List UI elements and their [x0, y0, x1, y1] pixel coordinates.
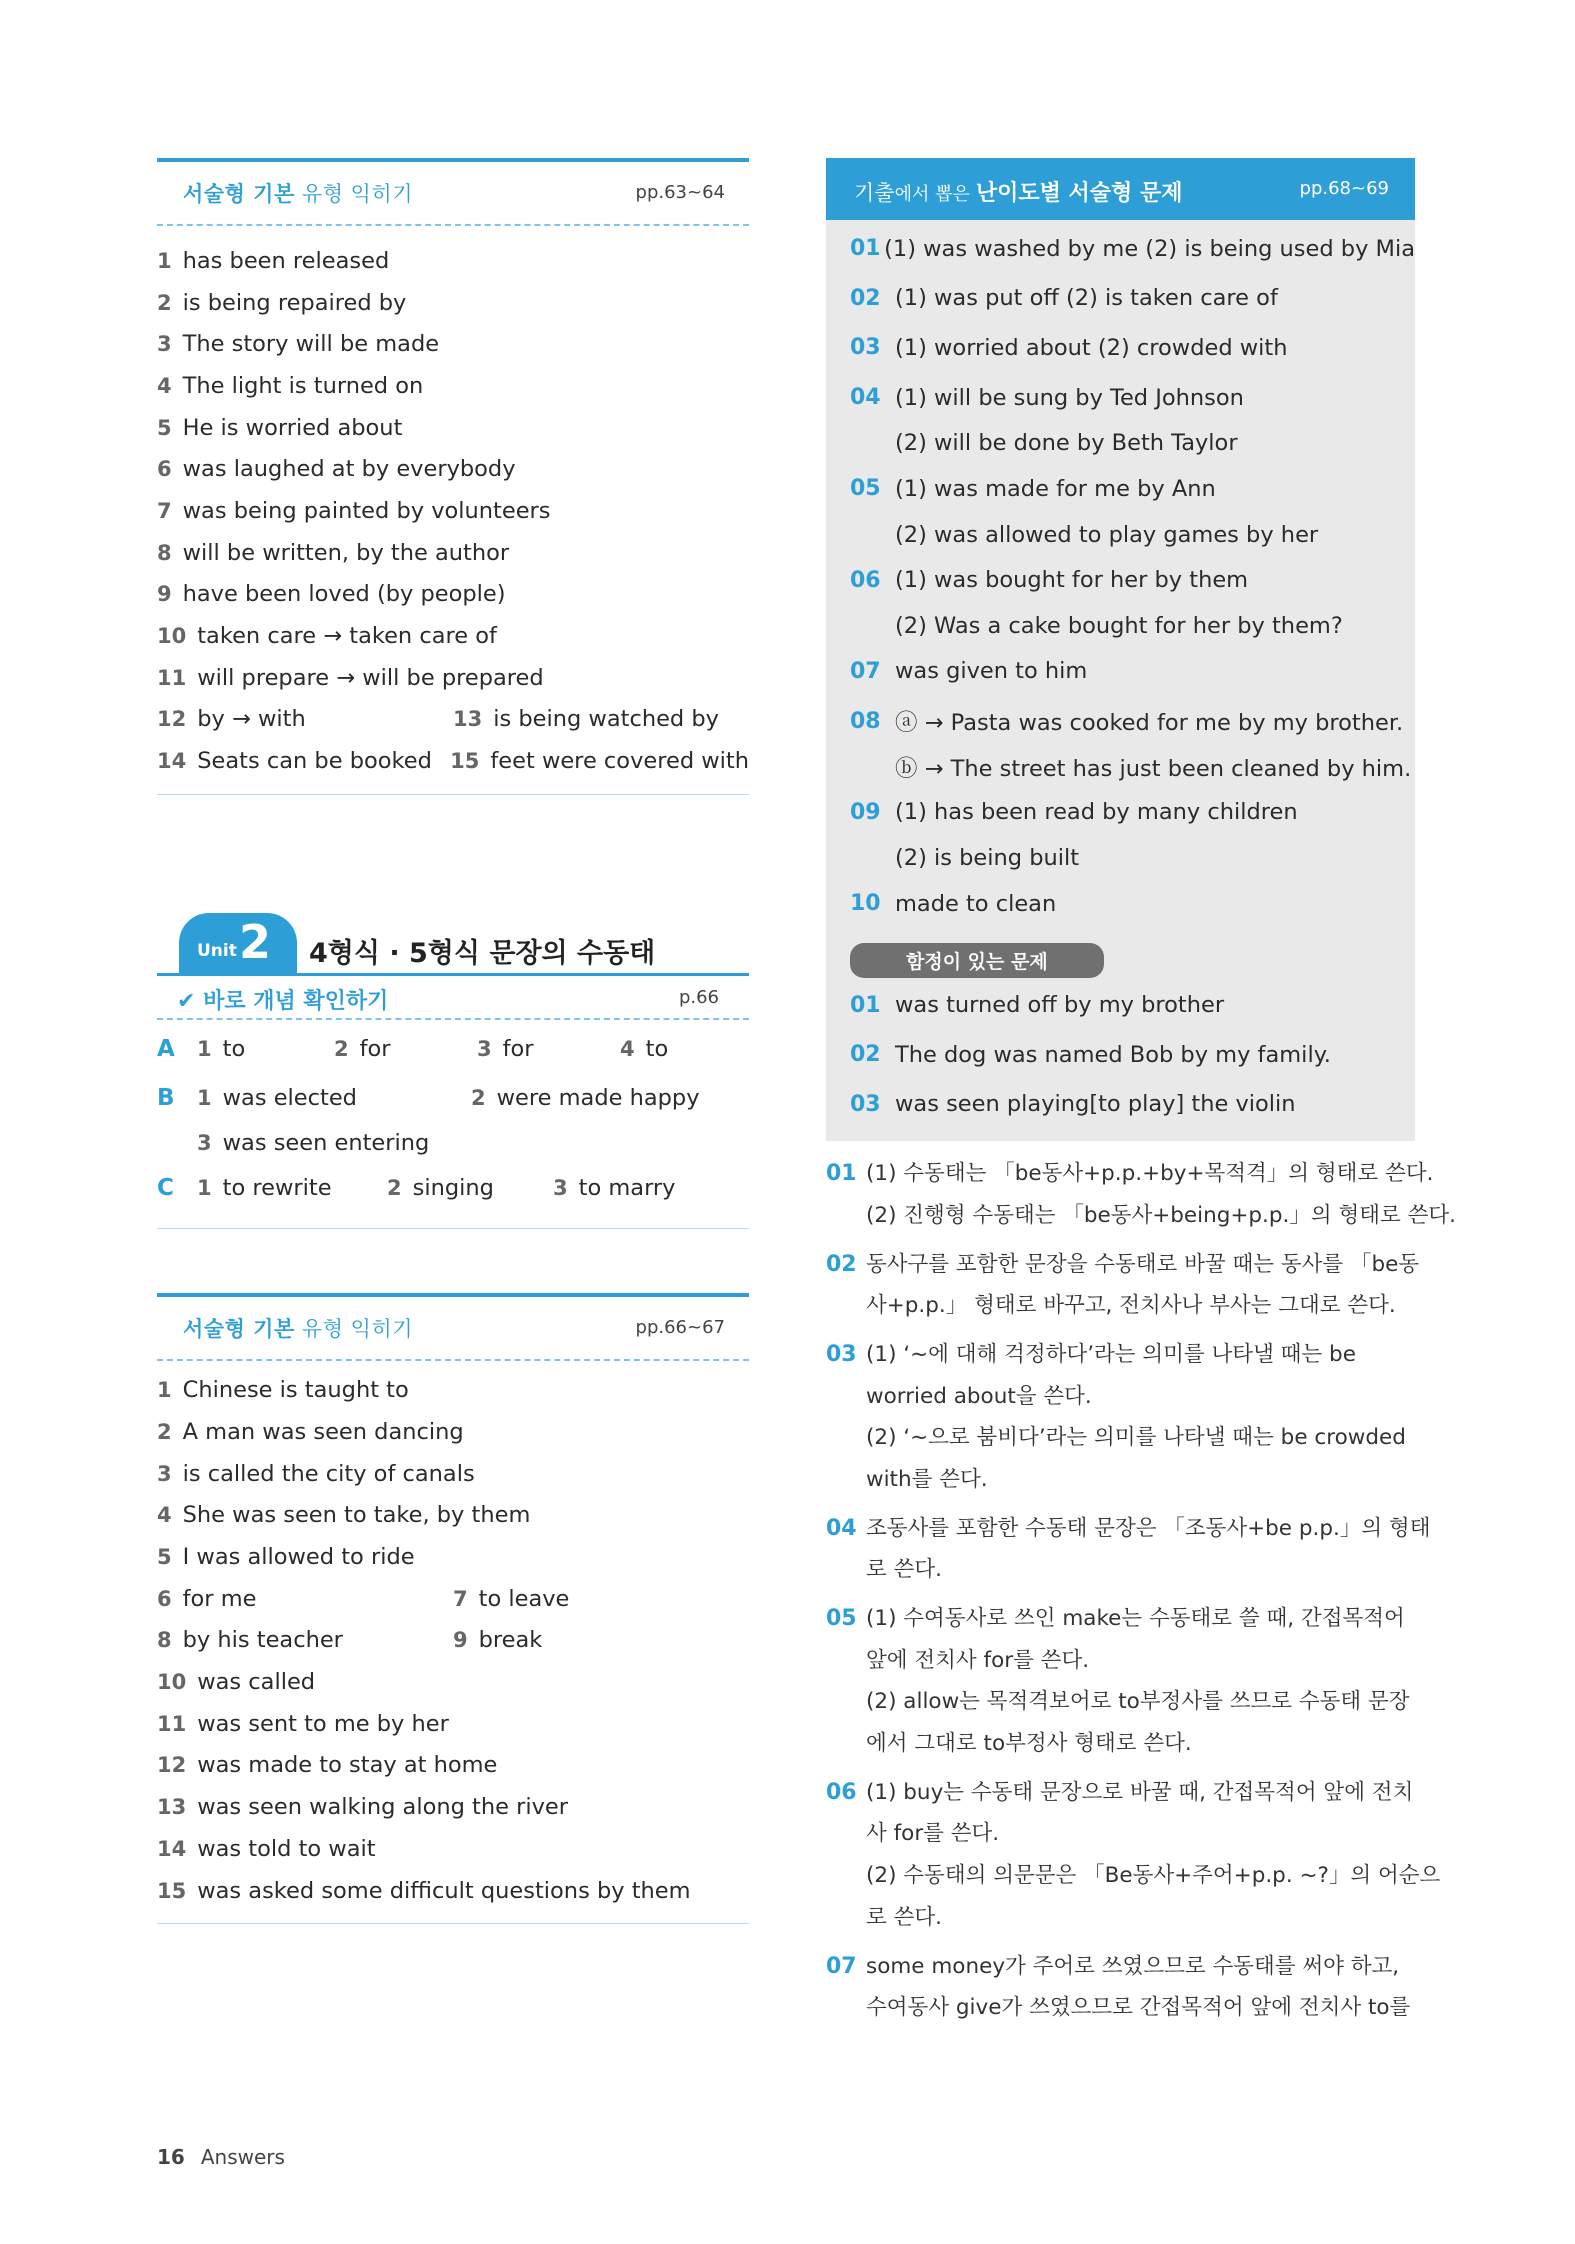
item-text: was laughed at by everybody: [182, 456, 516, 483]
item-text: Chinese is taught to: [182, 1377, 409, 1404]
answer-text: (1) was washed by me (2) is being used by Mia: [884, 235, 1415, 262]
answer-item: [157, 1453, 749, 1495]
item-number: 9: [157, 582, 172, 607]
answer-text: (2) was allowed to play games by her: [895, 521, 1319, 548]
answer-number: 05: [850, 476, 881, 502]
item-number: 1: [157, 1378, 172, 1403]
item-text: for me: [182, 1585, 257, 1612]
item-text: was being painted by volunteers: [182, 497, 551, 524]
answer-item: [157, 1495, 749, 1537]
answer-pairs: [157, 1578, 749, 1661]
answer-item: [157, 407, 749, 449]
item-number: 3: [157, 1461, 172, 1486]
item-text: break: [478, 1627, 543, 1654]
item-number: 2: [157, 290, 172, 315]
exam-answer-line: [850, 696, 1415, 746]
item-number: 11: [157, 665, 187, 690]
explanation-line: 사+p.p.」 형태로 바꾸고, 전치사나 부사는 그대로 쓴다.: [866, 1293, 1396, 1319]
exam-answer-line: [850, 422, 1415, 464]
answer-item: [157, 657, 749, 699]
item-number: 4: [157, 1503, 172, 1528]
item-text: has been released: [182, 247, 390, 274]
answer-text: (1) was made for me by Ann: [895, 475, 1216, 502]
explanation-number: 05: [826, 1606, 857, 1632]
item-text: will be written, by the author: [182, 539, 510, 566]
explanation-item: [826, 1598, 1415, 1765]
item-number: 8: [157, 1628, 172, 1653]
section-title: 서술형 기본 유형 익히기: [183, 1317, 414, 1342]
exam-answer-line: [850, 224, 1415, 274]
item-text: I was allowed to ride: [182, 1544, 415, 1571]
trap-answer-line: [850, 1030, 1415, 1080]
answer-item: [157, 1786, 749, 1828]
exam-section-title: 기출에서 뽑은 난이도별 서술형 문제: [854, 181, 1183, 206]
answer-item: [157, 365, 749, 407]
unit-badge: Unit 2: [179, 913, 297, 973]
trap-answers: [850, 980, 1415, 1129]
explanations: [826, 1153, 1456, 2036]
explanation-line: (2) 진행형 수동태는 「be동사+being+p.p.」의 형태로 쓴다.: [866, 1202, 1456, 1228]
unit-title: 4형식 · 5형식 문장의 수동태: [309, 937, 656, 969]
section-header-basic-2: [157, 1293, 749, 1359]
item-text: will prepare → will be prepared: [197, 664, 544, 691]
trap-answer-line: [850, 980, 1415, 1030]
answer-item: [157, 1411, 749, 1453]
answer-item: [157, 1369, 749, 1411]
item-number: 14: [157, 1836, 187, 1861]
item-text: is being watched by: [493, 706, 719, 733]
answer-text: (1) was bought for her by them: [895, 567, 1249, 594]
explanation-item: [826, 1244, 1420, 1327]
explanation-number: 04: [826, 1515, 857, 1541]
page-ref: pp.66~67: [635, 1317, 725, 1339]
exam-answer-line: [850, 879, 1415, 929]
item-number: 15: [157, 1878, 187, 1903]
explanation-item: [826, 1772, 1441, 1939]
explanation-line: (1) 수여동사로 쓰인 make는 수동태로 쓸 때, 간접목적어: [866, 1606, 1405, 1632]
explanation-line: (2) ‘~으로 붐비다’라는 의미를 나타낼 때는 be crowded: [866, 1425, 1406, 1451]
answer-number: 03: [850, 1091, 881, 1117]
explanation-line: (1) 수동태는 「be동사+p.p.+by+목적격」의 형태로 쓴다.: [866, 1161, 1434, 1187]
item-text: The light is turned on: [182, 372, 424, 399]
section-title: 서술형 기본 유형 익히기: [183, 182, 414, 206]
item-number: 6: [157, 1586, 172, 1611]
answer-item: [157, 282, 749, 324]
answer-number: 09: [850, 799, 881, 825]
item-text: was called: [197, 1669, 316, 1696]
answer-text: (2) will be done by Beth Taylor: [895, 430, 1238, 457]
item-number: 5: [157, 415, 172, 440]
explanation-line: (2) allow는 목적격보어로 to부정사를 쓰므로 수동태 문장: [866, 1689, 1410, 1715]
explanation-item: [826, 1153, 1456, 1236]
item-text: by → with: [197, 706, 306, 733]
page-footer: [157, 2145, 285, 2169]
explanation-line: (1) buy는 수동태 문장으로 바꿀 때, 간접목적어 앞에 전치: [866, 1779, 1414, 1805]
exam-section-header: [826, 158, 1415, 220]
item-text: was told to wait: [197, 1835, 376, 1862]
trap-question-label: 함정이 있는 문제: [850, 943, 1104, 978]
item-number: 4: [157, 373, 172, 398]
concept-row-b-cont: 3 was seen entering: [197, 1129, 430, 1156]
exam-answer-line: [850, 746, 1415, 788]
explanation-line: 수여동사 give가 쓰였으므로 간접목적어 앞에 전치사 to를: [866, 1995, 1411, 2021]
item-number: 13: [157, 1795, 187, 1820]
explanation-line: (2) 수동태의 의문문은 「Be동사+주어+p.p. ~?」의 어순으: [866, 1863, 1441, 1889]
answer-pairs: [157, 699, 749, 782]
exam-answers: [850, 224, 1415, 928]
item-number: 8: [157, 540, 172, 565]
answer-pair-row: [157, 1578, 749, 1620]
answer-list: [157, 1369, 749, 1577]
exam-answer-line: [850, 647, 1415, 697]
explanation-item: [826, 1946, 1415, 2029]
item-number: 1: [157, 248, 172, 273]
answer-text: was seen playing[to play] the violin: [895, 1091, 1296, 1118]
answer-number: 01: [850, 992, 881, 1018]
item-number: 10: [157, 624, 187, 649]
exam-answer-line: [850, 555, 1415, 605]
explanation-line: some money가 주어로 쓰였으므로 수동태를 써야 하고,: [866, 1953, 1400, 1979]
answer-text: made to clean: [895, 890, 1057, 917]
answer-text: was turned off by my brother: [895, 992, 1225, 1019]
answer-pair-row: [157, 740, 749, 782]
explanation-item: [826, 1334, 1415, 1501]
explanation-line: 로 쓴다.: [866, 1557, 942, 1583]
item-text: by his teacher: [182, 1627, 343, 1654]
explanation-line: 조동사를 포함한 수동태 문장은 「조동사+be p.p.」의 형태: [866, 1515, 1431, 1541]
explanation-line: with를 쓴다.: [866, 1466, 988, 1492]
footer-label: Answers: [200, 2145, 285, 2169]
answer-item: [157, 1745, 749, 1787]
item-number: 10: [157, 1670, 187, 1695]
answer-item: [157, 448, 749, 490]
concept-check-title: ✔ 바로 개념 확인하기: [177, 988, 389, 1014]
trap-question-label-wrap: [850, 940, 1415, 980]
item-text: taken care → taken care of: [197, 623, 497, 650]
concept-row-b: B 1 was elected 2 were made happy: [157, 1085, 700, 1112]
section-header-basic-1: [157, 158, 749, 224]
item-text: was asked some difficult questions by them: [197, 1877, 691, 1904]
page-ref: p.66: [678, 986, 719, 1008]
left-column: [157, 158, 749, 1924]
answer-item: [157, 574, 749, 616]
answer-list: [157, 1661, 749, 1911]
page-ref: pp.63~64: [635, 182, 725, 203]
answer-item: [157, 490, 749, 532]
item-number: 7: [453, 1586, 468, 1611]
page-number: 16: [157, 2145, 185, 2169]
item-text: The story will be made: [182, 331, 440, 358]
answer-item: [157, 1703, 749, 1745]
item-text: is called the city of canals: [182, 1460, 475, 1487]
answer-text: (2) is being built: [895, 844, 1080, 871]
answer-text: (1) will be sung by Ted Johnson: [895, 384, 1244, 411]
unit-header: [157, 913, 749, 973]
answer-list: [157, 240, 749, 699]
explanation-number: 06: [826, 1779, 857, 1805]
answer-text: ⓐ → Pasta was cooked for me by my brother.: [895, 710, 1404, 737]
exam-answer-line: [850, 323, 1415, 373]
answer-item: [157, 323, 749, 365]
explanation-line: 사 for를 쓴다.: [866, 1821, 1000, 1847]
explanation-number: 02: [826, 1251, 857, 1277]
answer-text: The dog was named Bob by my family.: [895, 1041, 1331, 1068]
item-number: 5: [157, 1545, 172, 1570]
trap-answer-line: [850, 1080, 1415, 1130]
concept-check-header: [157, 976, 749, 1018]
item-number: 11: [157, 1711, 187, 1736]
exam-answer-line: [850, 605, 1415, 647]
item-number: 15: [450, 749, 480, 774]
answer-number: 02: [850, 285, 881, 311]
answer-item: [157, 615, 749, 657]
right-column: [826, 158, 1456, 2036]
explanation-number: 07: [826, 1953, 857, 1979]
item-number: 3: [157, 332, 172, 357]
answer-number: 08: [850, 708, 881, 734]
item-text: was sent to me by her: [197, 1710, 449, 1737]
explanation-line: 로 쓴다.: [866, 1904, 942, 1930]
answer-number: 10: [850, 891, 881, 917]
explanation-line: 앞에 전치사 for를 쓴다.: [866, 1647, 1090, 1673]
answer-number: 04: [850, 385, 881, 411]
explanation-line: 에서 그대로 to부정사 형태로 쓴다.: [866, 1731, 1192, 1757]
item-text: is being repaired by: [182, 289, 407, 316]
answer-text: (1) was put off (2) is taken care of: [895, 285, 1278, 312]
exam-answer-line: [850, 837, 1415, 879]
item-text: Seats can be booked: [197, 748, 432, 775]
answer-text: (1) worried about (2) crowded with: [895, 334, 1288, 361]
explanation-number: 03: [826, 1341, 857, 1367]
answer-number: 07: [850, 658, 881, 684]
exam-answer-line: [850, 464, 1415, 514]
answer-number: 03: [850, 335, 881, 361]
divider: [157, 1923, 749, 1924]
answer-text: ⓑ → The street has just been cleaned by him.: [895, 755, 1412, 782]
answer-item: [157, 1828, 749, 1870]
answer-item: [157, 240, 749, 282]
answer-item: [157, 532, 749, 574]
item-number: 7: [157, 498, 172, 523]
exam-answer-line: [850, 373, 1415, 423]
answer-pair-row: [157, 699, 749, 741]
explanation-line: 동사구를 포함한 문장을 수동태로 바꿀 때는 동사를 「be동: [866, 1251, 1420, 1277]
exam-answer-line: [850, 274, 1415, 324]
exam-answer-box: [826, 158, 1415, 1141]
item-text: He is worried about: [182, 414, 403, 441]
item-number: 12: [157, 707, 187, 732]
exam-answer-line: [850, 788, 1415, 838]
concept-row-a: A 1 to 2 for 3 for 4 to: [157, 1035, 669, 1062]
item-text: to leave: [478, 1585, 570, 1612]
item-text: feet were covered with: [490, 748, 749, 775]
item-number: 12: [157, 1753, 187, 1778]
item-text: A man was seen dancing: [182, 1418, 464, 1445]
answer-number: 01: [850, 236, 881, 262]
answer-text: was given to him: [895, 658, 1088, 685]
item-number: 2: [157, 1419, 172, 1444]
item-text: have been loved (by people): [182, 581, 506, 608]
answer-text: (1) has been read by many children: [895, 799, 1298, 826]
answer-number: 02: [850, 1042, 881, 1068]
answer-text: (2) Was a cake bought for her by them?: [895, 612, 1343, 639]
item-number: 14: [157, 749, 187, 774]
page-ref: pp.68~69: [1299, 178, 1389, 199]
exam-answer-line: [850, 514, 1415, 556]
explanation-item: [826, 1508, 1431, 1591]
item-text: She was seen to take, by them: [182, 1502, 531, 1529]
concept-row-c: C 1 to rewrite 2 singing 3 to marry: [157, 1174, 676, 1201]
item-text: was seen walking along the river: [197, 1794, 569, 1821]
explanation-line: (1) ‘~에 대해 걱정하다’라는 의미를 나타낼 때는 be: [866, 1341, 1356, 1367]
answer-pair-row: [157, 1620, 749, 1662]
item-number: 13: [453, 707, 483, 732]
item-text: was made to stay at home: [197, 1752, 498, 1779]
answer-item: [157, 1536, 749, 1578]
answer-number: 06: [850, 567, 881, 593]
item-number: 6: [157, 457, 172, 482]
item-number: 9: [453, 1628, 468, 1653]
answer-item: [157, 1870, 749, 1912]
explanation-line: worried about을 쓴다.: [866, 1383, 1092, 1409]
explanation-number: 01: [826, 1161, 857, 1187]
answer-item: [157, 1661, 749, 1703]
